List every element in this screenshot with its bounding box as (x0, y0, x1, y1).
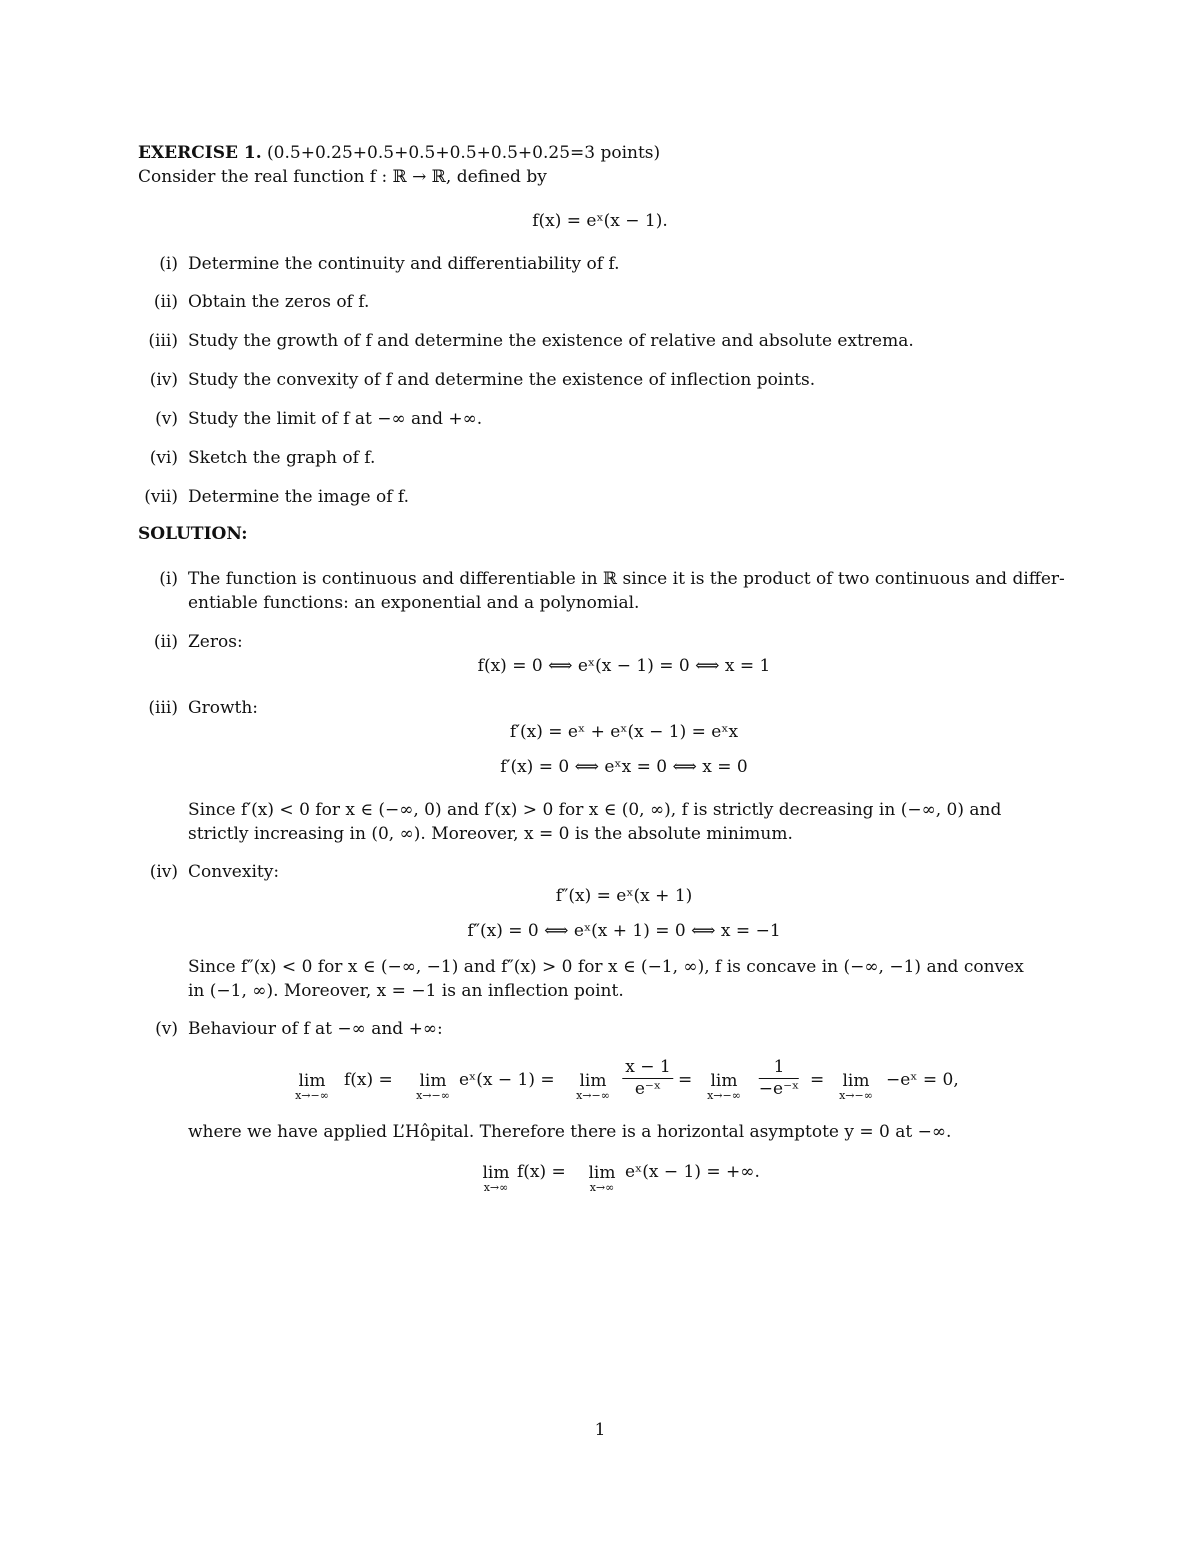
limit-operator: lim x→−∞ (416, 1071, 450, 1102)
equation: f′(x) = 0 ⟺ eˣx = 0 ⟺ x = 0 (500, 757, 748, 777)
question-number: (ii) (153, 292, 178, 312)
question-number: (vi) (149, 448, 178, 468)
equation-term: eˣ(x − 1) = +∞. (625, 1162, 760, 1182)
limit-operator: lim x→−∞ (576, 1071, 610, 1102)
solution-text: where we have applied L’Hôpital. Therefore there is a horizontal asymptote y = 0 at −∞. (188, 1122, 952, 1142)
question-number: (i) (159, 254, 178, 274)
question-text: Obtain the zeros of f. (188, 292, 370, 312)
limit-operator: lim x→−∞ (295, 1071, 329, 1102)
equation: f(x) = 0 ⟺ eˣ(x − 1) = 0 ⟺ x = 1 (477, 656, 771, 676)
solution-text: The function is continuous and differentiable in ℝ since it is the product of two continuous and differ- (188, 569, 1065, 589)
solution-number: (v) (155, 1019, 178, 1039)
question-text: Sketch the graph of f. (188, 448, 376, 468)
page-number: 1 (594, 1420, 606, 1440)
fraction: $\frac{1}{\text{−e⁻ˣ}}$ (758, 1057, 800, 1099)
solution-heading: SOLUTION: (138, 524, 248, 544)
solution-text: in (−1, ∞). Moreover, x = −1 is an inflection point. (188, 981, 624, 1001)
fraction: $\frac{x - 1}{\text{e⁻ˣ}}$ (622, 1057, 673, 1099)
solution-label: Behaviour of f at −∞ and +∞: (188, 1019, 443, 1039)
solution-number: (iv) (149, 862, 178, 882)
function-definition: f(x) = eˣ(x − 1). (532, 211, 668, 231)
question-number: (iv) (149, 370, 178, 390)
equation: f″(x) = 0 ⟺ eˣ(x + 1) = 0 ⟺ x = −1 (467, 921, 781, 941)
question-text: Determine the image of f. (188, 487, 409, 507)
solution-text: Since f″(x) < 0 for x ∈ (−∞, −1) and f″(x) > 0 for x ∈ (−1, ∞), f is concave in (−∞, −1) and convex (188, 957, 1024, 977)
question-text: Study the convexity of f and determine the existence of inflection points. (188, 370, 816, 390)
solution-text: entiable functions: an exponential and a polynomial. (188, 593, 640, 613)
exercise-title: EXERCISE 1. (138, 143, 262, 163)
equals-sign: = (678, 1070, 693, 1090)
solution-text: strictly increasing in (0, ∞). Moreover, x = 0 is the absolute minimum. (188, 824, 793, 844)
solution-label: Growth: (188, 698, 259, 718)
solution-text: Since f′(x) < 0 for x ∈ (−∞, 0) and f′(x) > 0 for x ∈ (0, ∞), f is strictly decreasing in (−∞, 0) and (188, 800, 1002, 820)
limit-operator: lim x→∞ (588, 1163, 616, 1194)
question-text: Study the growth of f and determine the existence of relative and absolute extrema. (188, 331, 914, 351)
exercise-intro: Consider the real function f : ℝ → ℝ, defined by (138, 167, 547, 187)
limit-operator: lim x→−∞ (707, 1071, 741, 1102)
question-number: (v) (155, 409, 178, 429)
equation-term: f(x) = (344, 1070, 393, 1090)
exercise-header (138, 142, 660, 164)
question-text: Determine the continuity and differentiability of f. (188, 254, 620, 274)
limit-operator: lim x→∞ (482, 1163, 510, 1194)
question-number: (vii) (144, 487, 178, 507)
question-number: (iii) (148, 331, 178, 351)
solution-number: (iii) (148, 698, 178, 718)
limit-operator: lim x→−∞ (839, 1071, 873, 1102)
equation-term: f(x) = (517, 1162, 566, 1182)
solution-number: (i) (159, 569, 178, 589)
equals-sign: = (810, 1070, 825, 1090)
question-text: Study the limit of f at −∞ and +∞. (188, 409, 483, 429)
equation-term: eˣ(x − 1) = (459, 1070, 555, 1090)
solution-number: (ii) (153, 632, 178, 652)
exercise-points: (0.5+0.25+0.5+0.5+0.5+0.5+0.25=3 points) (267, 143, 661, 163)
equation-term: −eˣ = 0, (886, 1070, 959, 1090)
solution-label: Convexity: (188, 862, 280, 882)
equation: f′(x) = eˣ + eˣ(x − 1) = eˣx (509, 722, 739, 742)
solution-label: Zeros: (188, 632, 243, 652)
equation: f″(x) = eˣ(x + 1) (555, 886, 693, 906)
